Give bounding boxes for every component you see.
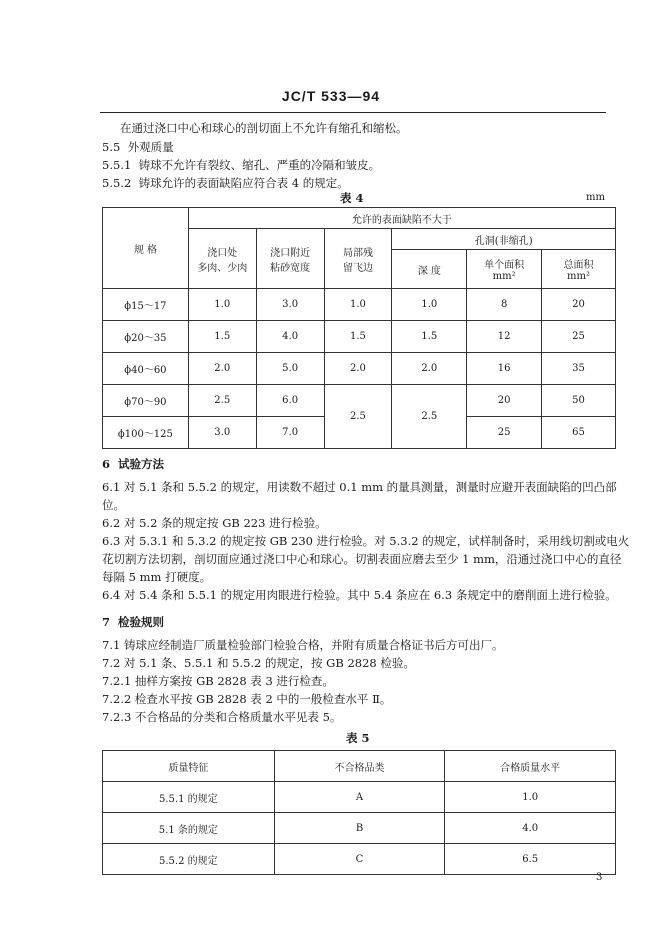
header-line: 单个面积 <box>484 260 525 271</box>
clause-number: 5.5.2 <box>102 176 132 190</box>
cell: B <box>274 813 445 844</box>
cell-spec: ϕ100～125 <box>103 417 189 449</box>
section-title: 检验规则 <box>118 615 165 629</box>
header-line: 总面积 <box>563 260 594 271</box>
table-row <box>103 289 616 321</box>
cell: 1.0 <box>188 289 256 321</box>
clause-5-5-1 <box>102 157 380 173</box>
section-6-heading <box>102 456 164 472</box>
header-nonconforming-class: 不合格品类 <box>274 751 445 782</box>
standard-code-header: JC/T 533—94 <box>281 88 381 104</box>
table-row <box>103 813 616 844</box>
page-number: 3 <box>596 872 603 883</box>
header-line: mm² <box>492 271 516 282</box>
para-7-2-3: 7.2.3 不合格品的分类和合格质量水平见表 5。 <box>102 710 342 724</box>
table-row <box>103 385 616 417</box>
para-7-2-1: 7.2.1 抽样方案按 GB 2828 表 3 进行检查。 <box>102 674 334 688</box>
cell-merged: 2.5 <box>392 385 467 449</box>
cell: 5.5.2 的规定 <box>103 844 275 875</box>
cell: 3.0 <box>188 417 256 449</box>
header-line: 局部残 <box>342 247 373 259</box>
cell: 4.0 <box>445 813 616 844</box>
table-5 <box>102 750 616 875</box>
cell-spec: ϕ40～60 <box>103 353 189 385</box>
clause-number: 5.5.1 <box>102 158 132 172</box>
cell: 1.0 <box>324 289 392 321</box>
header-line: 留飞边 <box>342 262 373 274</box>
table-4-unit: mm <box>586 192 605 203</box>
header-depth: 深 度 <box>392 250 467 289</box>
cell: 1.5 <box>392 321 467 353</box>
cell-spec: ϕ70～90 <box>103 385 189 417</box>
header-line: 浇口附近 <box>270 247 311 259</box>
para-7-2-2: 7.2.2 检查水平按 GB 2828 表 2 中的一般检查水平 Ⅱ。 <box>102 692 392 706</box>
cell: 16 <box>467 353 542 385</box>
cell: 5.0 <box>256 353 324 385</box>
header-quality-feature: 质量特征 <box>103 751 275 782</box>
para-6-1-line1: 6.1 对 5.1 条和 5.5.2 的规定，用读数不超过 0.1 mm 的量具测量，测量时应避开表面缺陷的凹凸部 <box>102 480 617 494</box>
section-5-5 <box>102 139 174 155</box>
header-rule <box>100 112 606 113</box>
cell-merged: 2.5 <box>324 385 392 449</box>
header-single-area <box>467 250 542 289</box>
header-aql: 合格质量水平 <box>445 751 616 782</box>
cell: 5.1 条的规定 <box>103 813 275 844</box>
cell: 12 <box>467 321 542 353</box>
para-7-2: 7.2 对 5.1 条、5.5.1 和 5.5.2 的规定，按 GB 2828 检验。 <box>102 656 415 670</box>
table-4 <box>102 207 616 449</box>
cell: 35 <box>542 353 616 385</box>
clause-text: 铸球允许的表面缺陷应符合表 4 的规定。 <box>138 176 349 190</box>
para-6-3-line3: 每隔 5 mm 打硬度。 <box>102 570 212 584</box>
para-6-3-line1: 6.3 对 5.3.1 和 5.3.2 的规定按 GB 230 进行检验。对 5.3.2 的规定，试样制备时，采用线切割或电火 <box>102 534 630 548</box>
cell: 6.0 <box>256 385 324 417</box>
cell: 20 <box>467 385 542 417</box>
cell: 1.0 <box>445 782 616 813</box>
clause-5-5-2 <box>102 175 349 191</box>
section-number: 6 <box>102 457 111 471</box>
section-title: 试验方法 <box>118 457 165 471</box>
header-line: 浇口处 <box>207 247 238 259</box>
cell: 3.0 <box>256 289 324 321</box>
para-6-1-line2: 位。 <box>102 498 125 512</box>
cell-spec: ϕ15～17 <box>103 289 189 321</box>
table-row <box>103 782 616 813</box>
table-4-caption: 表 4 <box>340 191 364 205</box>
header-allowed-defects: 允许的表面缺陷不大于 <box>188 208 615 229</box>
para-6-3-line2: 花切割方法切割，剖切面应通过浇口中心和球心。切割表面应磨去至少 1 mm，沿通过浇口中心的直径 <box>102 552 622 566</box>
cell: 65 <box>542 417 616 449</box>
cell: 1.0 <box>392 289 467 321</box>
header-line: 多肉、少肉 <box>197 262 248 274</box>
para-6-2: 6.2 对 5.2 条的规定按 GB 223 进行检验。 <box>102 516 327 530</box>
section-number: 7 <box>102 615 111 629</box>
header-total-area <box>542 250 616 289</box>
cell: 4.0 <box>256 321 324 353</box>
header-holes: 孔洞(非缩孔) <box>392 229 616 250</box>
section-number: 5.5 <box>102 140 121 154</box>
cell: 2.0 <box>188 353 256 385</box>
section-title: 外观质量 <box>127 140 174 154</box>
cell: 6.5 <box>445 844 616 875</box>
header-sand-width <box>256 229 324 289</box>
cell: 1.5 <box>188 321 256 353</box>
header-flash <box>324 229 392 289</box>
cell: C <box>274 844 445 875</box>
cell: A <box>274 782 445 813</box>
section-7-heading <box>102 614 164 630</box>
cell: 7.0 <box>256 417 324 449</box>
cell: 20 <box>542 289 616 321</box>
cell: 25 <box>467 417 542 449</box>
header-line: 粘砂宽度 <box>270 262 311 274</box>
cell: 1.5 <box>324 321 392 353</box>
cell: 2.0 <box>324 353 392 385</box>
clause-text: 铸球不允许有裂纹、缩孔、严重的冷隔和皱皮。 <box>138 158 381 172</box>
cell-spec: ϕ20～35 <box>103 321 189 353</box>
header-gate-flesh <box>188 229 256 289</box>
cell: 5.5.1 的规定 <box>103 782 275 813</box>
cell: 8 <box>467 289 542 321</box>
intro-text: 在通过浇口中心和球心的剖切面上不允许有缩孔和缩松。 <box>120 121 408 135</box>
header-line: mm² <box>567 271 591 282</box>
table-5-caption: 表 5 <box>346 731 370 745</box>
cell: 50 <box>542 385 616 417</box>
cell: 25 <box>542 321 616 353</box>
cell: 2.0 <box>392 353 467 385</box>
table-row <box>103 321 616 353</box>
header-spec: 规 格 <box>103 208 189 289</box>
table-row <box>103 353 616 385</box>
cell: 2.5 <box>188 385 256 417</box>
para-7-1: 7.1 铸球应经制造厂质量检验部门检验合格，并附有质量合格证书后方可出厂。 <box>102 638 504 652</box>
table-row <box>103 844 616 875</box>
para-6-4: 6.4 对 5.4 条和 5.5.1 的规定用肉眼进行检验。其中 5.4 条应在 6.3 条规定中的磨削面上进行检验。 <box>102 588 617 602</box>
